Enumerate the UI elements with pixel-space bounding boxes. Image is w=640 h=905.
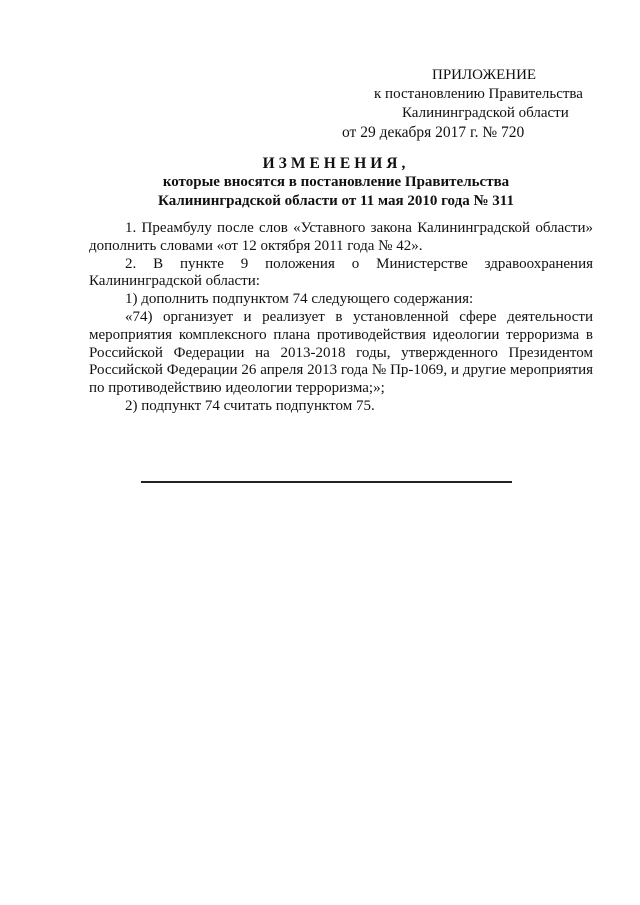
title-subheading: которые вносятся в постановление Правительства bbox=[162, 174, 510, 190]
end-rule bbox=[141, 481, 512, 483]
subparagraph-2: 2) подпункт 74 считать подпунктом 75. bbox=[125, 397, 375, 414]
subparagraph-1: 1) дополнить подпунктом 74 следующего содержания: bbox=[125, 291, 474, 308]
document-title bbox=[86, 154, 586, 211]
title-heading: ИЗМЕНЕНИЯ, bbox=[262, 155, 410, 172]
document-header bbox=[320, 66, 590, 142]
subparagraph-74-text: «74) организует и реализует в установленной сфере деятельности мероприятия комплексного плана противодействия идеологии терроризма в Российской Федерации на 2013-2018 годы, утвержденного Президентом Российской Федерации 26 апреля 2013 года № Пр-1069, и другие мероприятия по противодействию идеологии терроризма;»; bbox=[89, 308, 593, 397]
region-name: Калининградской области bbox=[402, 105, 569, 121]
resolution-reference: к постановлению Правительства bbox=[374, 86, 583, 102]
paragraph-1: 1. Преамбулу после слов «Уставного закона Калининградской области» дополнить словами «от 12 октября 2011 года № 42». bbox=[89, 220, 593, 254]
title-resolution-reference: Калининградской области от 11 мая 2010 года № 311 bbox=[158, 193, 514, 209]
resolution-date-number: от 29 декабря 2017 г. № 720 bbox=[342, 124, 525, 141]
document-body bbox=[89, 220, 593, 416]
appendix-label: ПРИЛОЖЕНИЕ bbox=[432, 67, 537, 83]
paragraph-2: 2. В пункте 9 положения о Министерстве здравоохранения Калининградской области: bbox=[89, 255, 593, 290]
